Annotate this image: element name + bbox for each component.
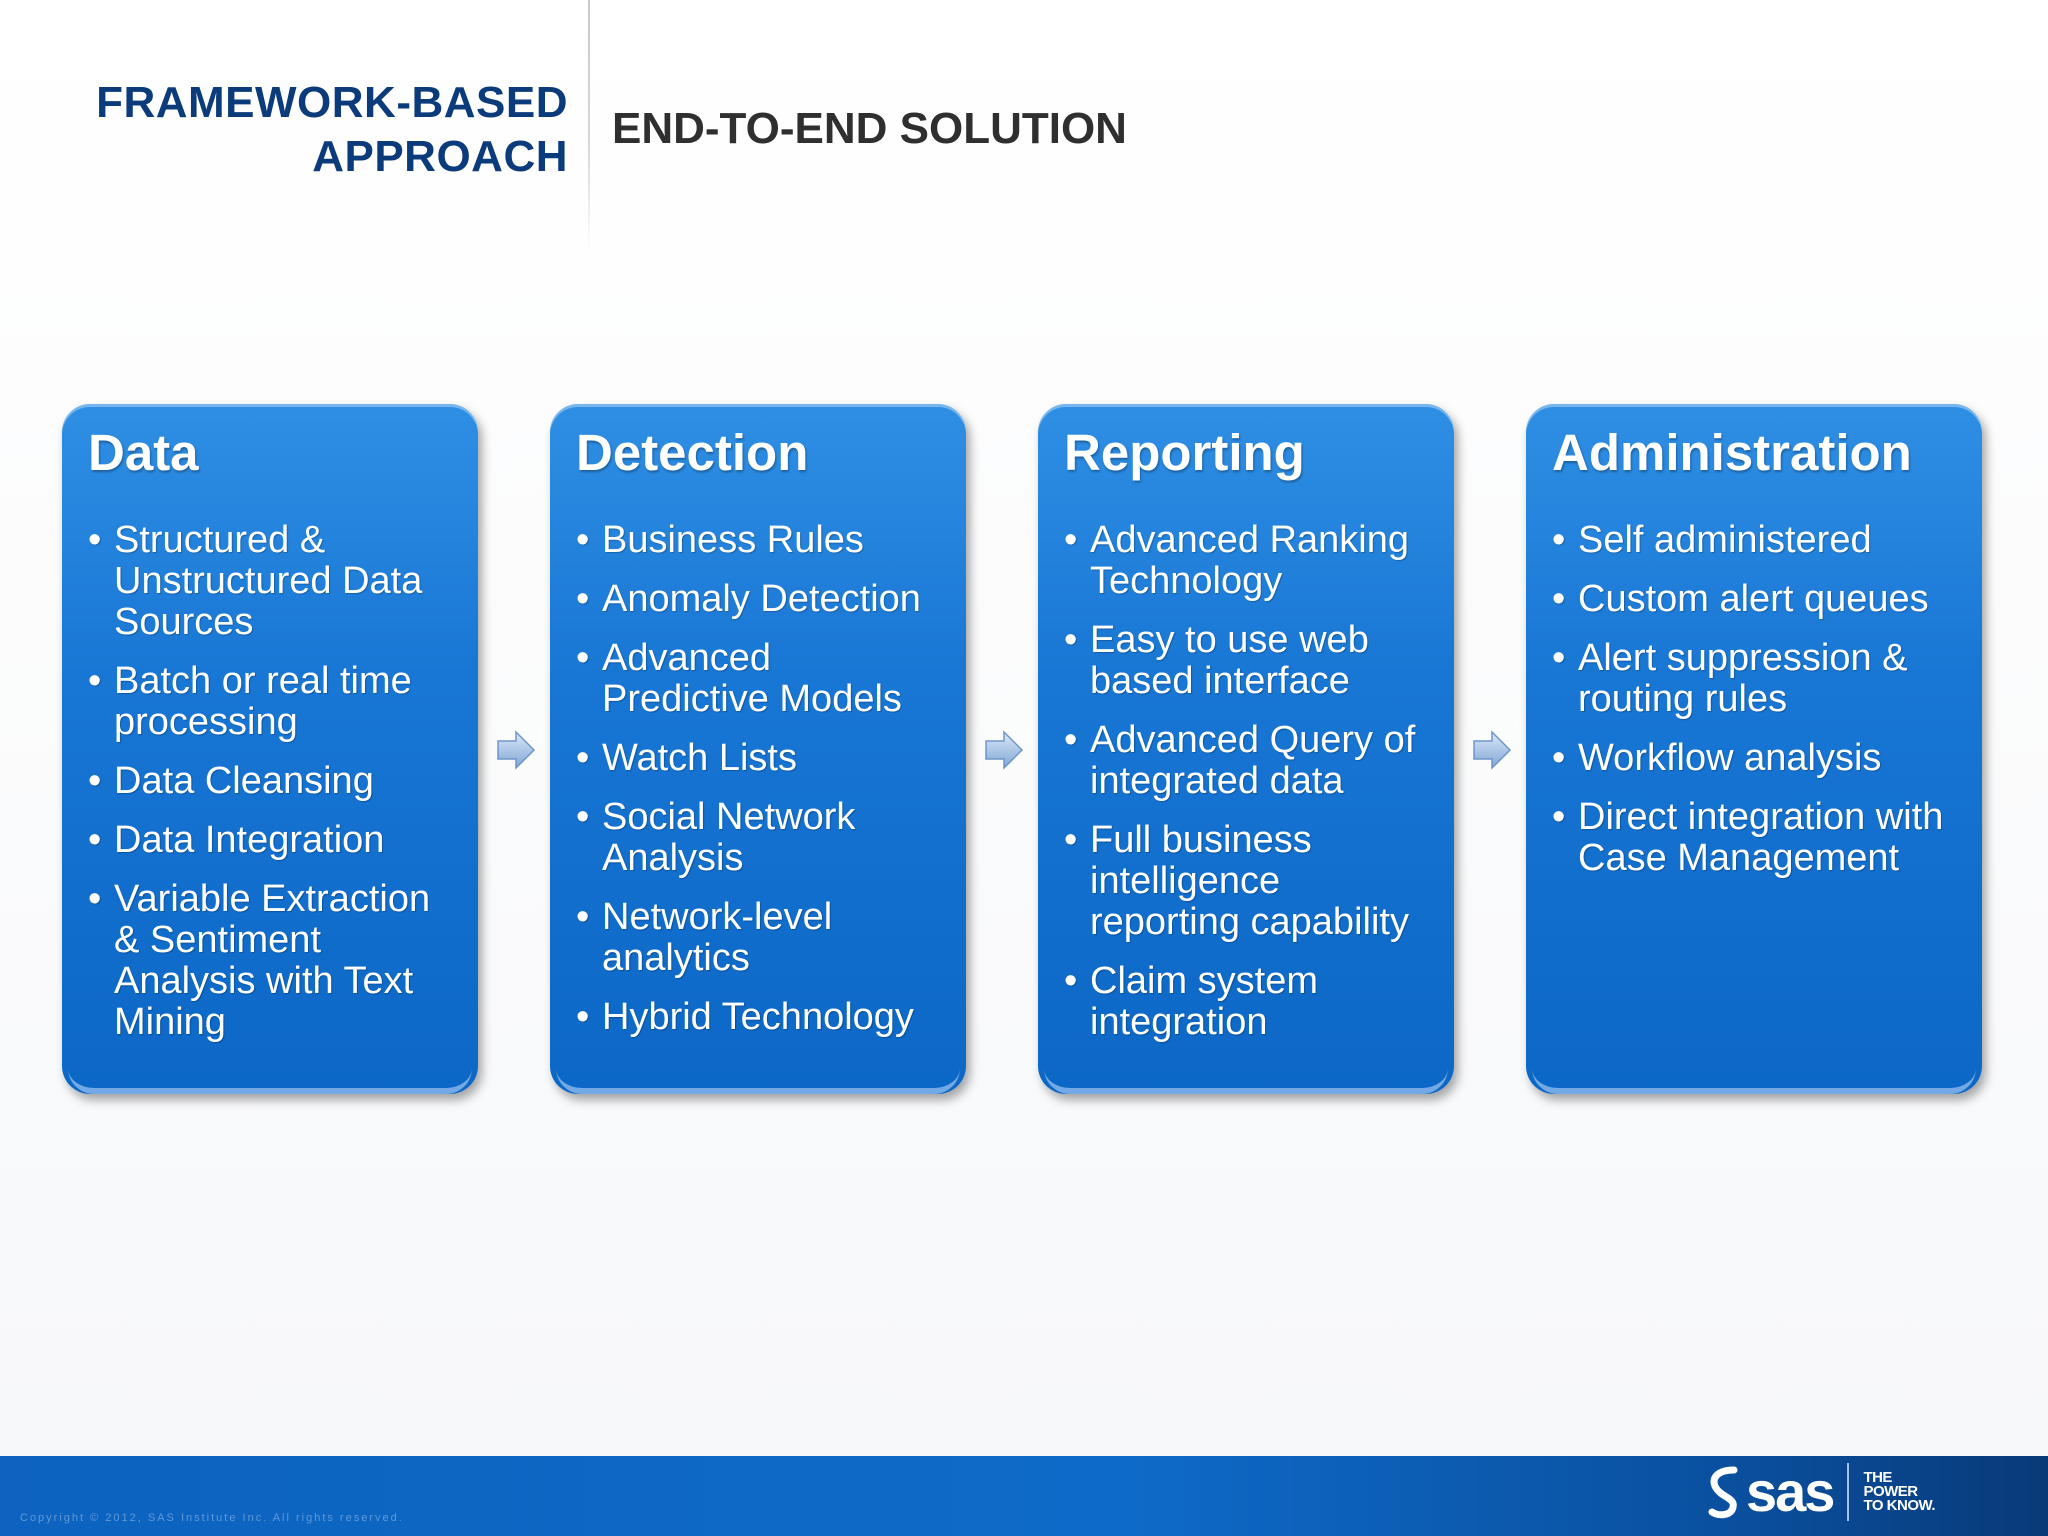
bullet-list: [88, 520, 452, 1043]
bullet-item: • Advanced Ranking Technology: [1064, 520, 1428, 602]
bullet-item: • Full business intelligence reporting capability: [1064, 820, 1428, 943]
bullet-item: • Advanced Predictive Models: [576, 638, 940, 720]
bullet-list: [1552, 520, 1956, 879]
logo-wordmark: sas: [1746, 1460, 1834, 1523]
panel-detection: [550, 404, 966, 1094]
panel-title: Administration: [1552, 424, 1912, 481]
right-arrow-icon: [982, 728, 1026, 772]
panel-title: Data: [88, 424, 199, 481]
bullet-item: • Direct integration with Case Management: [1552, 797, 1956, 879]
panel-data: [62, 404, 478, 1094]
bullet-item: • Claim system integration: [1064, 961, 1428, 1043]
bullet-item: • Custom alert queues: [1552, 579, 1956, 620]
logo-tagline: THE POWER TO KNOW.: [1863, 1469, 1935, 1514]
right-arrow-icon: [494, 728, 538, 772]
right-arrow-icon: [1470, 728, 1514, 772]
panel-administration: [1526, 404, 1982, 1094]
title-divider: [588, 0, 590, 250]
copyright-text: Copyright © 2012, SAS Institute Inc. All rights reserved.: [20, 1512, 404, 1524]
bullet-item: • Structured & Unstructured Data Sources: [88, 520, 452, 643]
bullet-item: • Watch Lists: [576, 738, 940, 779]
sas-swirl-icon: [1704, 1464, 1744, 1520]
sas-logo: [1704, 1462, 1935, 1522]
bullet-list: [1064, 520, 1428, 1043]
bullet-item: • Batch or real time processing: [88, 661, 452, 743]
bullet-item: • Social Network Analysis: [576, 797, 940, 879]
bullet-item: • Self administered: [1552, 520, 1956, 561]
bullet-item: • Data Cleansing: [88, 761, 452, 802]
panel-title: Reporting: [1064, 424, 1305, 481]
section-title: FRAMEWORK-BASED APPROACH: [96, 78, 568, 181]
bullet-item: • Variable Extraction & Sentiment Analysis with Text Mining: [88, 879, 452, 1043]
bullet-item: • Advanced Query of integrated data: [1064, 720, 1428, 802]
bullet-list: [576, 520, 940, 1038]
bullet-item: • Anomaly Detection: [576, 579, 940, 620]
bullet-item: • Data Integration: [88, 820, 452, 861]
bullet-item: • Easy to use web based interface: [1064, 620, 1428, 702]
bullet-item: • Business Rules: [576, 520, 940, 561]
slide-title: END-TO-END SOLUTION: [612, 104, 1127, 153]
bullet-item: • Network-level analytics: [576, 897, 940, 979]
bullet-item: • Workflow analysis: [1552, 738, 1956, 779]
panel-reporting: [1038, 404, 1454, 1094]
bullet-item: • Hybrid Technology: [576, 997, 940, 1038]
bullet-item: • Alert suppression & routing rules: [1552, 638, 1956, 720]
panel-title: Detection: [576, 424, 809, 481]
logo-divider: [1847, 1463, 1849, 1521]
